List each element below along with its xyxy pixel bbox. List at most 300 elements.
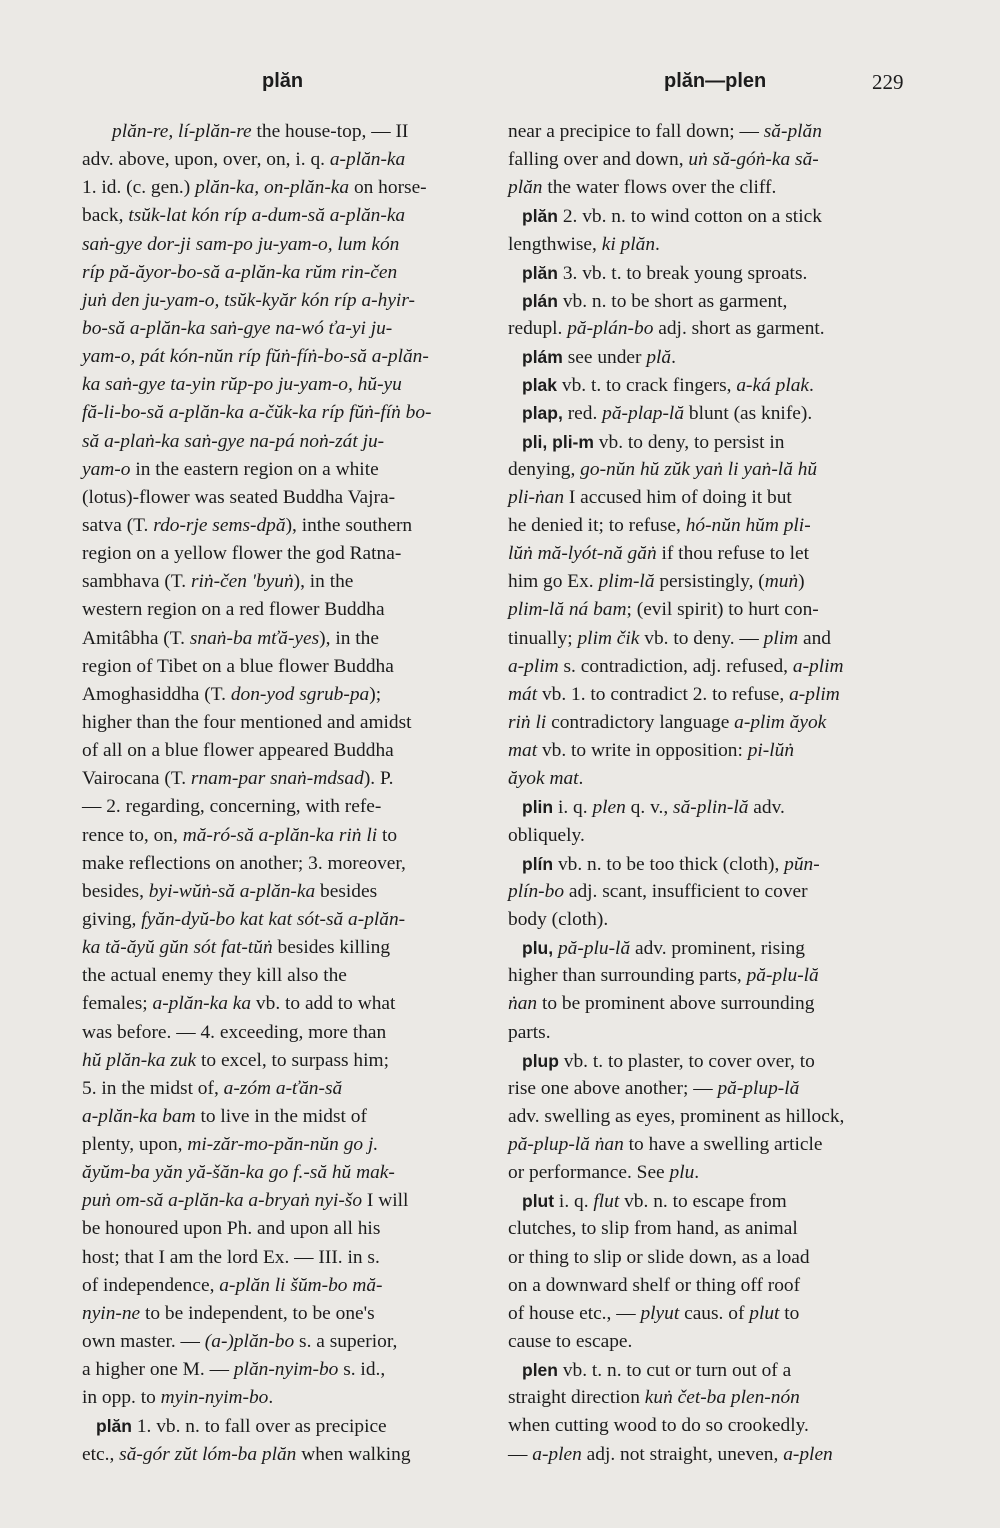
headword: plăn	[96, 1416, 132, 1437]
text-segment: of all on a blue flower appeared Buddha	[82, 740, 394, 762]
text-segment: .	[578, 768, 584, 790]
text-segment: vb. t. to crack fingers,	[557, 375, 737, 397]
text-line	[82, 906, 502, 934]
italic-term: pă-plán-bo	[567, 317, 654, 339]
italic-term: plăn-nyim-bo	[233, 1359, 339, 1381]
text-segment: .	[694, 1162, 700, 1184]
italic-term: fyăn-dyŭ-bo kat kat sót-să a-plăn-	[141, 908, 406, 930]
text-segment: region of Tibet on a blue flower Buddha	[82, 655, 394, 677]
text-line	[82, 878, 502, 906]
text-line	[82, 1384, 502, 1412]
right-column	[508, 118, 928, 1469]
text-line	[82, 146, 502, 174]
text-segment: to live in the midst of	[195, 1105, 367, 1127]
text-segment: —	[508, 1443, 533, 1465]
italic-term: yam-o, pát kón-nŭn ríp fŭṅ-fíṅ-bo-să a-plăn-	[82, 346, 429, 368]
headword: plám	[522, 347, 563, 368]
text-line	[508, 1244, 928, 1272]
text-segment: ). P.	[363, 768, 394, 790]
text-line	[82, 540, 502, 568]
text-segment: to be independent, to be one's	[140, 1302, 375, 1324]
text-segment: to excel, to surpass him;	[196, 1049, 389, 1071]
text-segment: females;	[82, 993, 153, 1015]
text-segment: him go Ex.	[508, 571, 599, 593]
text-segment: see under	[562, 347, 647, 369]
headword: plin	[522, 797, 554, 818]
text-line	[82, 174, 502, 202]
text-line	[508, 1356, 928, 1384]
text-segment: vb. 1. to contradict 2. to refuse,	[537, 683, 790, 705]
text-line	[508, 1159, 928, 1187]
text-segment: own master. —	[82, 1331, 205, 1353]
italic-term: să a-plaṅ-ka saṅ-gye na-pá noṅ-zát ju-	[82, 430, 385, 452]
italic-term: a-plăn-ka	[329, 149, 406, 171]
text-segment: tinually;	[508, 627, 578, 649]
italic-term: pli-ṅan	[508, 486, 565, 508]
text-line	[82, 371, 502, 399]
text-line	[508, 1272, 928, 1300]
italic-term: flut	[593, 1191, 620, 1213]
italic-term: rnam-par snaṅ-mdsad	[190, 768, 364, 790]
italic-term: a-plim	[508, 655, 559, 677]
text-segment: — 2. regarding, concerning, with refe-	[82, 796, 382, 818]
italic-term: mat	[508, 740, 538, 762]
italic-term: plim-lă ná bam	[508, 599, 627, 621]
text-segment: adj. short as garment.	[653, 317, 825, 339]
text-line	[508, 625, 928, 653]
text-line	[82, 399, 502, 427]
text-segment: to be prominent above surrounding	[537, 993, 815, 1015]
italic-term: puṅ om-să a-plăn-ka a-bryaṅ nyi-šo	[82, 1190, 363, 1212]
text-line	[82, 1047, 502, 1075]
text-segment: western region on a red flower Buddha	[82, 599, 385, 621]
text-segment: rence to, on,	[82, 824, 183, 846]
text-line	[508, 934, 928, 962]
text-line	[82, 934, 502, 962]
text-segment: clutches, to slip from hand, as animal	[508, 1218, 798, 1240]
text-line	[508, 765, 928, 793]
italic-term: muṅ	[764, 571, 799, 593]
italic-term: plim čik	[577, 627, 640, 649]
text-segment: higher than the four mentioned and amidst	[82, 711, 412, 733]
text-segment: he denied it; to refuse,	[508, 514, 686, 536]
italic-term: plăn-ka, on-plăn-ka	[195, 177, 350, 199]
text-segment: to have a swelling article	[623, 1134, 823, 1156]
italic-term: pŭn-	[784, 853, 820, 875]
italic-term: ki plăn	[601, 233, 656, 255]
text-line	[82, 709, 502, 737]
text-segment: vb. to deny. —	[639, 627, 764, 649]
text-line	[508, 1384, 928, 1412]
text-segment: I accused him of doing it but	[564, 486, 792, 508]
text-segment: was before. — 4. exceeding, more than	[82, 1021, 387, 1043]
text-segment: falling over and down,	[508, 149, 689, 171]
text-segment: near a precipice to fall down; —	[508, 121, 764, 142]
italic-term: snaṅ-ba mťă-yes	[189, 627, 320, 649]
text-segment: obliquely.	[508, 824, 585, 846]
italic-term: să-plin-lă	[673, 797, 749, 819]
text-segment: or performance. See	[508, 1162, 670, 1184]
text-segment: region on a yellow flower the god Ratna-	[82, 543, 402, 565]
text-line	[508, 315, 928, 343]
text-segment: when cutting wood to do so crookedly.	[508, 1415, 809, 1437]
text-line	[508, 428, 928, 456]
italic-term: plu	[669, 1162, 695, 1184]
text-line	[508, 118, 928, 146]
text-segment: sambhava (T.	[82, 571, 191, 593]
italic-term: kuṅ čet-ba plen-nón	[644, 1387, 800, 1409]
text-line	[508, 822, 928, 850]
text-line	[508, 202, 928, 230]
text-line	[82, 456, 502, 484]
text-segment: straight direction	[508, 1387, 645, 1409]
text-segment: )	[798, 571, 805, 593]
headword: pli, pli-m	[522, 431, 594, 452]
text-segment: adv. above, upon, over, on, i. q.	[82, 149, 330, 171]
italic-term: fă-li-bo-să a-plăn-ka a-čŭk-ka ríp fŭṅ-fíṅ bo-	[82, 402, 432, 424]
text-segment: ), inthe southern	[285, 514, 413, 536]
running-head-left: plăn	[262, 70, 304, 92]
italic-term: don-yod sgrub-pa	[230, 683, 370, 705]
italic-term: a-plim	[789, 683, 840, 705]
text-line	[508, 1047, 928, 1075]
italic-term: pă-plu-lă	[557, 938, 631, 960]
headword: plín	[522, 853, 554, 874]
text-line	[82, 1215, 502, 1243]
text-line	[508, 259, 928, 287]
text-segment: the water flows over the cliff.	[542, 177, 777, 199]
italic-term: mi-zăr-mo-păn-nŭn go j.	[187, 1134, 379, 1156]
text-segment: persistingly, (	[654, 571, 765, 593]
italic-term: nyin-ne	[82, 1302, 141, 1324]
italic-term: riṅ-čen 'byuṅ	[190, 571, 294, 593]
text-line	[508, 456, 928, 484]
text-line	[82, 1300, 502, 1328]
italic-term: plăn-re, lí-plăn-re	[112, 121, 252, 142]
text-line	[508, 484, 928, 512]
headword: plup	[522, 1050, 559, 1071]
text-segment: a higher one M. —	[82, 1359, 234, 1381]
text-segment: ; (evil spirit) to hurt con-	[626, 599, 819, 621]
italic-term: a-zóm a-ťăn-să	[223, 1077, 343, 1099]
italic-term: ṅan	[508, 993, 538, 1015]
text-line	[508, 596, 928, 624]
left-column	[82, 118, 502, 1469]
text-line	[82, 512, 502, 540]
text-line	[82, 231, 502, 259]
text-line	[508, 737, 928, 765]
headword: plán	[522, 290, 558, 311]
italic-term: mát	[508, 683, 538, 705]
headword: plap,	[522, 403, 563, 424]
text-segment: (lotus)-flower was seated Buddha Vajra-	[82, 486, 396, 508]
italic-term: plyut	[640, 1302, 680, 1324]
text-line	[82, 343, 502, 371]
text-segment: redupl.	[508, 317, 568, 339]
italic-term: saṅ-gye dor-ji sam-po ju-yam-o, lum kón	[82, 233, 400, 255]
text-segment: caus. of	[679, 1302, 750, 1324]
italic-term: ka saṅ-gye ta-yin rŭp-po ju-yam-o, hŭ-yu	[82, 374, 402, 396]
italic-term: a-plăn-ka ka	[152, 993, 252, 1015]
text-line	[508, 399, 928, 427]
italic-term: pă-plap-lă	[602, 403, 685, 425]
italic-term: a-plim ăyok	[734, 711, 827, 733]
text-line	[82, 568, 502, 596]
italic-term: tsŭk-lat kón ríp a-dum-să a-plăn-ka	[128, 205, 406, 227]
text-segment: s. id.,	[338, 1359, 386, 1381]
text-segment: vb. to write in opposition:	[537, 740, 748, 762]
italic-term: byi-wŭṅ-să a-plăn-ka	[148, 880, 316, 902]
text-segment: vb. t. n. to cut or turn out of a	[557, 1360, 792, 1382]
text-line	[508, 287, 928, 315]
text-segment: );	[369, 683, 382, 705]
text-segment: rise one above another; —	[508, 1077, 718, 1099]
text-line	[82, 1019, 502, 1047]
italic-term: bo-să a-plăn-ka saṅ-gye na-wó ťa-yi ju-	[82, 317, 393, 339]
text-segment: parts.	[508, 1021, 551, 1043]
italic-term: plen	[592, 797, 626, 819]
italic-term: a-plăn li šŭm-bo mă-	[219, 1274, 383, 1296]
italic-term: rdo-rje sems-dpă	[153, 514, 286, 536]
italic-term: hŭ plăn-ka zuk	[82, 1049, 197, 1071]
text-line	[82, 1103, 502, 1131]
italic-term: pă-plu-lă	[746, 965, 819, 987]
italic-term: riṅ li	[508, 711, 547, 733]
italic-term: yam-o	[82, 458, 131, 480]
italic-term: pă-plup-lă	[717, 1077, 800, 1099]
italic-term: pă-plup-lă ṅan	[508, 1134, 624, 1156]
text-line	[82, 1272, 502, 1300]
text-line	[508, 1075, 928, 1103]
italic-term: plín-bo	[508, 880, 565, 902]
italic-term: mă-ró-să a-plăn-ka riṅ li	[182, 824, 378, 846]
text-line	[508, 653, 928, 681]
text-segment: s. contradiction, adj. refused,	[558, 655, 793, 677]
text-line	[82, 1244, 502, 1272]
running-head-right: plăn—plen	[664, 70, 767, 92]
italic-term: plă	[646, 347, 672, 369]
text-segment: i. q.	[554, 1191, 594, 1213]
text-line	[82, 793, 502, 821]
text-segment: host; that I am the lord Ex. — III. in s.	[82, 1246, 380, 1268]
text-segment: to	[779, 1302, 800, 1324]
headword: plut	[522, 1191, 555, 1212]
text-segment: 5. in the midst of,	[82, 1077, 224, 1099]
text-segment: contradictory language	[546, 711, 735, 733]
text-line	[508, 962, 928, 990]
text-line	[82, 1075, 502, 1103]
text-segment: q. v.,	[625, 797, 674, 819]
text-line	[82, 428, 502, 456]
italic-term: a-plen	[532, 1443, 582, 1465]
text-segment: of house etc., —	[508, 1302, 641, 1324]
text-line	[508, 850, 928, 878]
text-line	[508, 343, 928, 371]
text-segment: .	[671, 347, 676, 369]
text-line	[82, 765, 502, 793]
italic-term: (a-)plăn-bo	[204, 1331, 295, 1353]
text-segment: adj. scant, insufficient to cover	[564, 880, 808, 902]
text-line	[508, 878, 928, 906]
text-segment: on a downward shelf or thing off roof	[508, 1274, 801, 1296]
text-segment: besides	[315, 880, 378, 902]
text-segment: the actual enemy they kill also the	[82, 965, 347, 987]
text-segment: giving,	[82, 908, 142, 930]
text-line	[508, 540, 928, 568]
headword: plu,	[522, 938, 554, 959]
text-line	[82, 202, 502, 230]
text-line	[508, 1187, 928, 1215]
text-line	[508, 990, 928, 1018]
italic-term: plut	[749, 1302, 780, 1324]
text-line	[508, 906, 928, 934]
text-segment: plenty, upon,	[82, 1134, 188, 1156]
text-line	[82, 625, 502, 653]
text-segment: besides,	[82, 880, 149, 902]
text-line	[508, 681, 928, 709]
text-line	[82, 1131, 502, 1159]
text-segment: 2. vb. n. to wind cotton on a stick	[557, 206, 822, 228]
text-segment: adv.	[748, 797, 785, 819]
text-line	[508, 1300, 928, 1328]
text-line	[82, 118, 502, 146]
text-line	[82, 990, 502, 1018]
text-segment: vb. to add to what	[251, 993, 396, 1015]
headword: plăn	[522, 262, 558, 283]
text-segment: body (cloth).	[508, 908, 609, 930]
text-line	[508, 174, 928, 202]
text-segment: lengthwise,	[508, 233, 602, 255]
text-line	[82, 850, 502, 878]
text-line	[82, 315, 502, 343]
text-line	[508, 1328, 928, 1356]
text-line	[508, 1215, 928, 1243]
text-line	[508, 371, 928, 399]
text-line	[82, 737, 502, 765]
text-segment: the house-top, — II	[251, 121, 409, 142]
text-segment: Amitâbha (T.	[82, 627, 190, 649]
text-segment: besides killing	[272, 937, 391, 959]
text-segment: etc.,	[82, 1443, 120, 1465]
text-segment: adv. swelling as eyes, prominent as hillock,	[508, 1105, 845, 1127]
text-segment: .	[809, 375, 814, 397]
text-line	[508, 146, 928, 174]
italic-term: ăyŭm-ba yăn yă-šăn-ka go f.-să hŭ mak-	[82, 1162, 395, 1184]
text-line	[508, 1412, 928, 1440]
text-segment: and	[798, 627, 831, 649]
italic-term: a-ká plak	[736, 375, 810, 397]
text-line	[82, 653, 502, 681]
text-segment: in opp. to	[82, 1387, 161, 1409]
text-segment: i. q.	[553, 797, 593, 819]
text-segment: ), in the	[293, 571, 354, 593]
italic-term: plăn	[508, 177, 543, 199]
text-segment: 3. vb. t. to break young sproats.	[557, 262, 808, 284]
text-segment: make reflections on another; 3. moreover,	[82, 852, 406, 874]
headword: plak	[522, 375, 558, 396]
text-line	[508, 512, 928, 540]
italic-term: să-plăn	[763, 121, 822, 142]
text-segment: if thou refuse to let	[656, 543, 810, 565]
text-line	[508, 231, 928, 259]
text-segment: vb. n. to be short as garment,	[557, 290, 788, 312]
text-line	[82, 484, 502, 512]
italic-term: ăyok mat	[508, 768, 579, 790]
text-segment: cause to escape.	[508, 1331, 633, 1353]
text-line	[508, 1103, 928, 1131]
text-segment: on horse-	[349, 177, 427, 199]
italic-term: a-plen	[783, 1443, 833, 1465]
text-line	[82, 259, 502, 287]
italic-term: uṅ să-góṅ-ka să-	[688, 149, 819, 171]
text-line	[508, 1131, 928, 1159]
text-line	[82, 1441, 502, 1469]
text-segment: .	[655, 233, 660, 255]
italic-term: pi-lŭṅ	[747, 740, 795, 762]
text-segment: 1. id. (c. gen.)	[82, 177, 196, 199]
text-segment: or thing to slip or slide down, as a load	[508, 1246, 810, 1268]
text-line	[82, 1412, 502, 1440]
text-line	[82, 822, 502, 850]
italic-term: myin-nyim-bo	[160, 1387, 269, 1409]
text-line	[508, 1441, 928, 1469]
text-segment: vb. n. to escape from	[619, 1191, 787, 1213]
text-line	[82, 287, 502, 315]
text-segment: in the eastern region on a white	[130, 458, 379, 480]
italic-term: ka tă-ăyŭ gŭn sót fat-tŭṅ	[82, 937, 273, 959]
text-line	[82, 1187, 502, 1215]
italic-term: juṅ den ju-yam-o, tsŭk-kyăr kón ríp a-hyir-	[82, 289, 415, 311]
text-segment: when walking	[296, 1443, 411, 1465]
text-segment: adj. not straight, uneven,	[581, 1443, 784, 1465]
text-line	[508, 1019, 928, 1047]
text-line	[82, 1328, 502, 1356]
italic-term: ríp pă-ăyor-bo-să a-plăn-ka rŭm rin-čen	[82, 261, 398, 283]
italic-term: să-gór zŭt lóm-ba plăn	[119, 1443, 297, 1465]
headword: plen	[522, 1360, 558, 1381]
text-segment: Amoghasiddha (T.	[82, 683, 231, 705]
text-segment: denying,	[508, 458, 581, 480]
text-line	[82, 681, 502, 709]
text-line	[82, 962, 502, 990]
text-line	[82, 1356, 502, 1384]
text-segment: vb. to deny, to persist in	[593, 431, 785, 453]
text-segment: .	[268, 1387, 274, 1409]
text-segment: blunt (as knife).	[684, 403, 813, 425]
text-segment: red.	[562, 403, 603, 425]
headword: plăn	[522, 206, 558, 227]
text-segment: higher than surrounding parts,	[508, 965, 747, 987]
text-line	[82, 1159, 502, 1187]
italic-term: a-plăn-ka bam	[82, 1105, 196, 1127]
text-segment: I will	[362, 1190, 409, 1212]
text-line	[508, 568, 928, 596]
page-number: 229	[872, 70, 904, 94]
text-segment: vb. t. to plaster, to cover over, to	[558, 1050, 815, 1072]
text-segment: s. a superior,	[294, 1331, 398, 1353]
italic-term: plim	[763, 627, 799, 649]
text-segment: vb. n. to be too thick (cloth),	[553, 853, 785, 875]
text-segment: 1. vb. n. to fall over as precipice	[131, 1416, 387, 1438]
italic-term: lŭṅ mă-lyót-nă găṅ	[508, 543, 657, 565]
text-segment: ), in the	[319, 627, 379, 649]
text-segment: be honoured upon Ph. and upon all his	[82, 1218, 381, 1240]
text-line	[508, 793, 928, 821]
italic-term: hó-nŭn hŭm pli-	[685, 514, 811, 536]
italic-term: plim-lă	[598, 571, 655, 593]
text-segment: adv. prominent, rising	[630, 938, 805, 960]
italic-term: a-plim	[792, 655, 844, 677]
